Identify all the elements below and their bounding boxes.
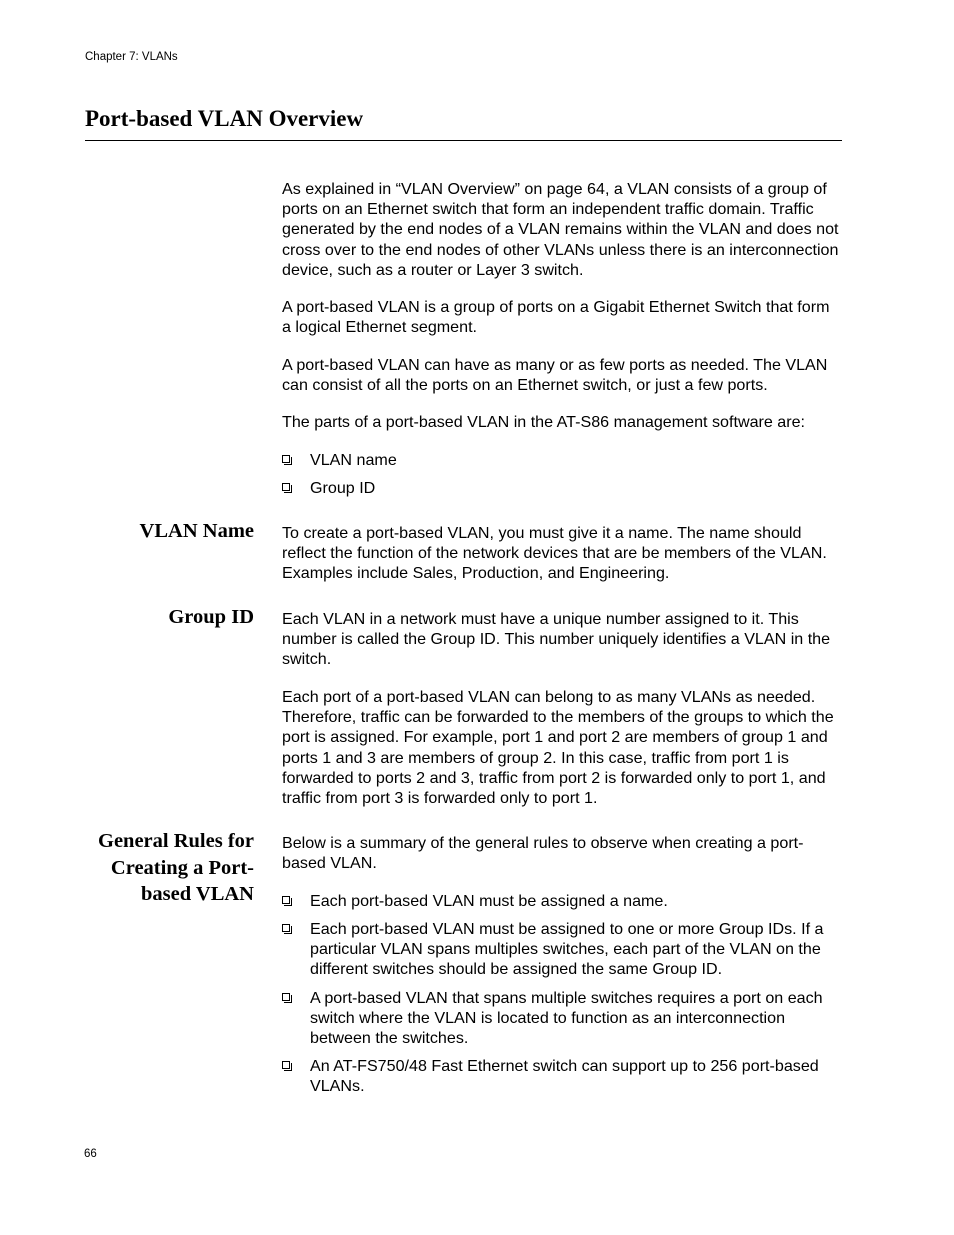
section-heading-vlan-name: VLAN Name [139, 520, 254, 542]
checkbox-bullet-icon [282, 483, 290, 491]
checkbox-bullet-icon [282, 896, 290, 904]
title-rule [85, 140, 842, 141]
list-item [282, 450, 842, 470]
intro-paragraph-4: The parts of a port-based VLAN in the AT-S86 management software are: [282, 413, 806, 431]
intro-paragraph-2: A port-based VLAN is a group of ports on a Gigabit Ethernet Switch that form a logical Ethernet segment. [282, 298, 830, 337]
list-item-text: Group ID [310, 479, 376, 497]
checkbox-bullet-icon [282, 455, 290, 463]
page-number: 66 [84, 1148, 97, 1160]
checkbox-bullet-icon [282, 993, 290, 1001]
list-item [282, 988, 842, 1049]
list-item-text: Each port-based VLAN must be assigned a name. [310, 892, 668, 910]
group-id-paragraph-2: Each port of a port-based VLAN can belong to as many VLANs as needed. Therefore, traffic can be forwarded to the members of the groups to which the port is assigned. For example, port 1 and port 2 are members of group 1 and ports 1 and 3 are members of group 2. In this case, traffic from port 1 is forwarded to ports 2 and 3, traffic from port 2 is forwarded only to port 1, and traffic from port 3 is forwarded only to port 1. [282, 688, 834, 808]
list-item [282, 891, 842, 911]
intro-paragraph-1: As explained in “VLAN Overview” on page 64, a VLAN consists of a group of ports on an Ethernet switch that form an independent traffic domain. Traffic generated by the end nodes of a VLAN remains within the VLAN and does not cross over to the end nodes of other VLANs unless there is an interconnection device, such as a router or Layer 3 switch. [282, 180, 839, 279]
list-item-text: An AT-FS750/48 Fast Ethernet switch can support up to 256 port-based VLANs. [310, 1057, 819, 1096]
list-item [282, 478, 842, 498]
checkbox-bullet-icon [282, 1061, 290, 1069]
list-item [282, 1056, 842, 1096]
intro-paragraph-3: A port-based VLAN can have as many or as few ports as needed. The VLAN can consist of all the ports on an Ethernet switch, or just a few ports. [282, 356, 828, 395]
heading-line: General Rules for [98, 830, 254, 852]
heading-line: Creating a Port- [110, 856, 254, 879]
group-id-paragraph-1: Each VLAN in a network must have a unique number assigned to it. This number is called the Group ID. This number uniquely identifies a VLAN in the switch. [282, 610, 831, 669]
list-item-text: A port-based VLAN that spans multiple switches requires a port on each switch where the VLAN is located to function as an interconnection between the switches. [310, 989, 823, 1048]
section-heading-group-id: Group ID [168, 606, 254, 628]
list-item [282, 919, 842, 980]
list-item-text: Each port-based VLAN must be assigned to one or more Group IDs. If a particular VLAN spans multiples switches, each part of the VLAN on the different switches should be assigned the same Group ID. [310, 920, 824, 979]
section-heading-general-rules [60, 828, 254, 908]
list-item-text: VLAN name [310, 451, 397, 469]
vlan-name-paragraph: To create a port-based VLAN, you must give it a name. The name should reflect the function of the network devices that are be members of the VLAN. Examples include Sales, Production, and Engineering. [282, 524, 827, 583]
heading-line: based VLAN [141, 883, 254, 905]
page-title: Port-based VLAN Overview [85, 106, 364, 131]
general-rules-paragraph: Below is a summary of the general rules to observe when creating a port-based VLAN. [282, 834, 804, 873]
checkbox-bullet-icon [282, 924, 290, 932]
running-header: Chapter 7: VLANs [85, 51, 178, 63]
